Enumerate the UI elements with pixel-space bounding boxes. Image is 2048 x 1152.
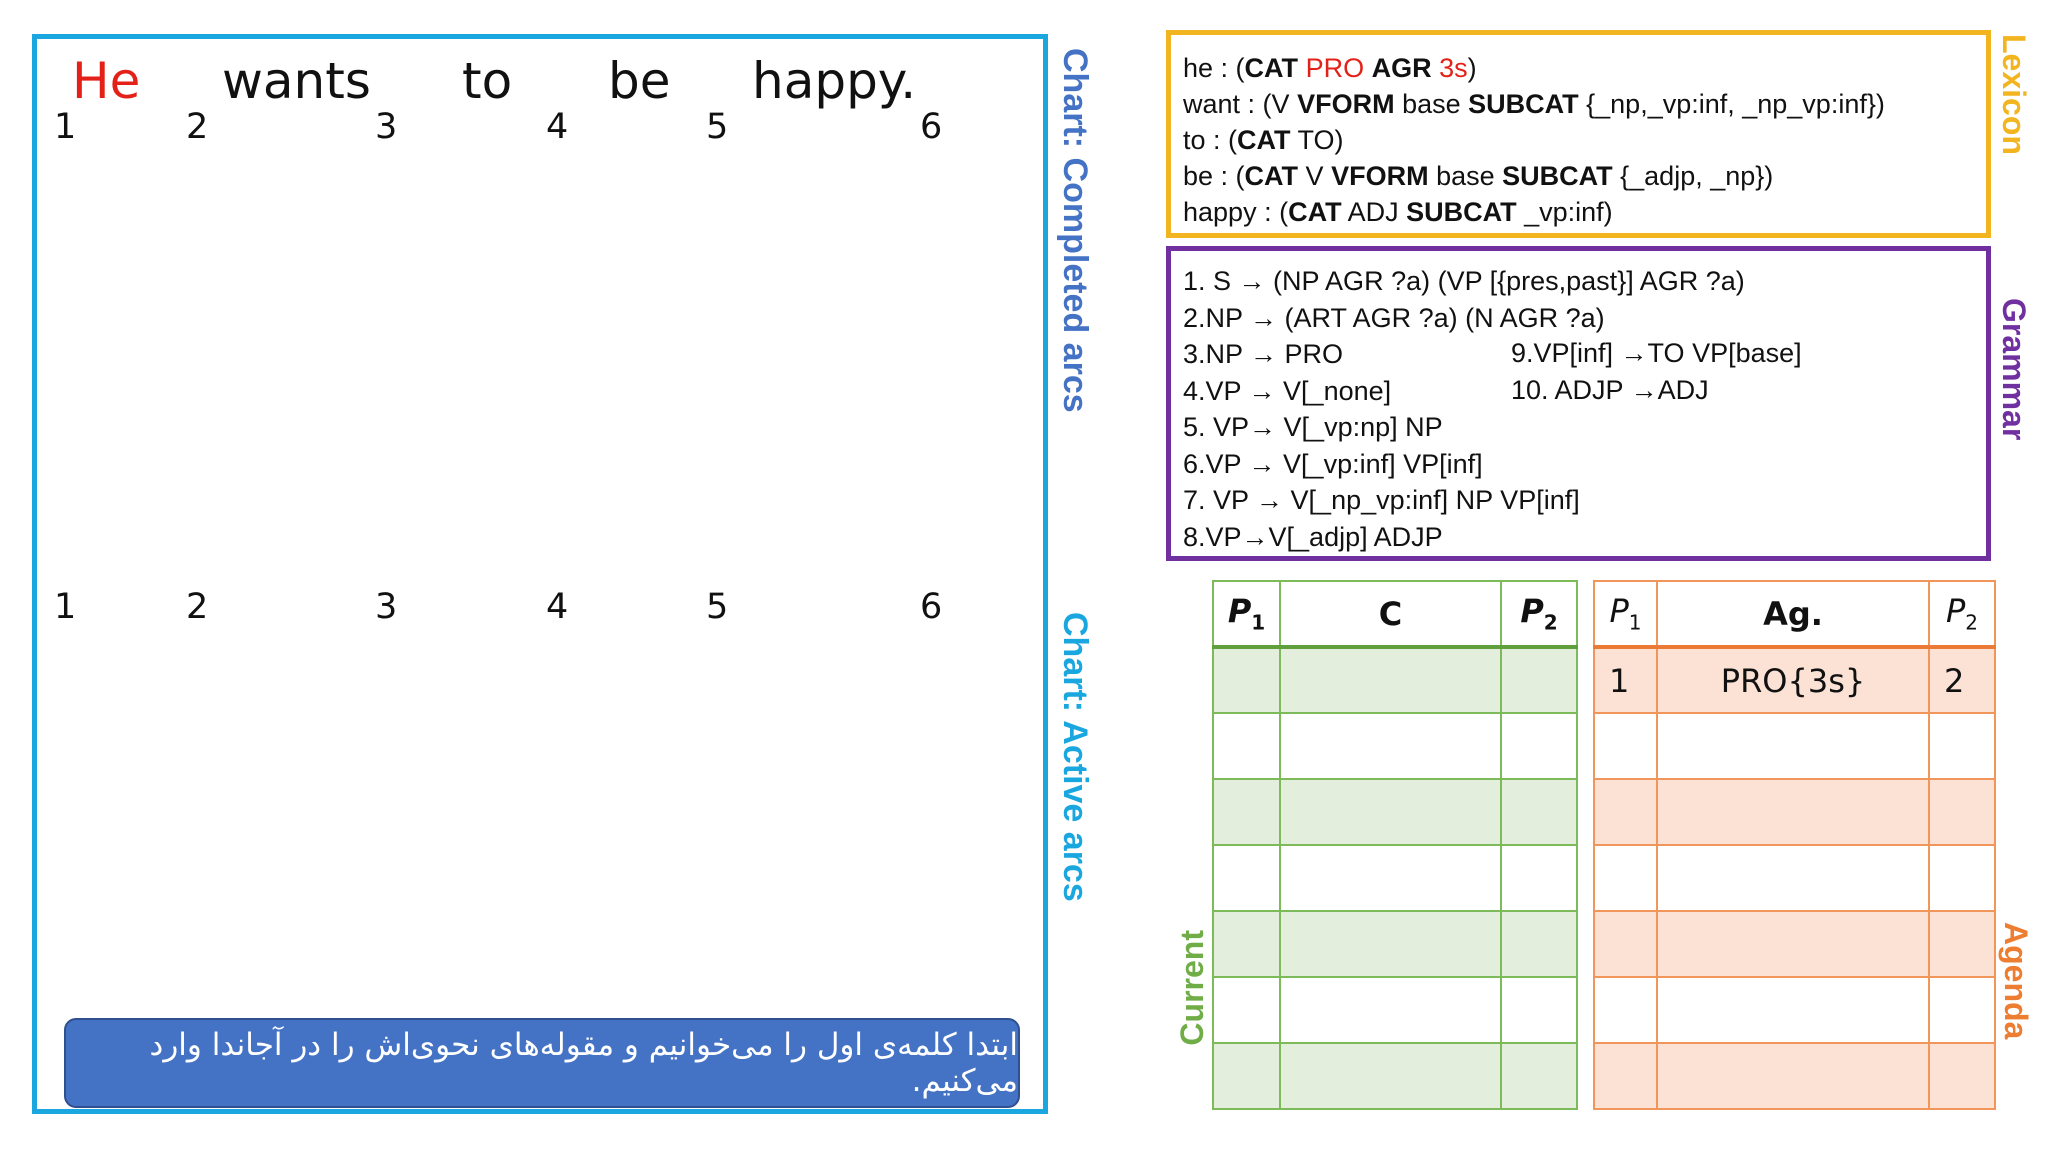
table-row	[1213, 779, 1577, 845]
agenda-cell-p1: 1	[1594, 647, 1657, 713]
position-mid-6: 6	[920, 587, 943, 627]
agenda-header-p1: $P_1$	[1594, 581, 1657, 647]
table-row	[1213, 911, 1577, 977]
grammar-rule-2: 2.NP → (ART AGR ?a) (N AGR ?a)	[1183, 302, 1605, 333]
table-row	[1594, 977, 1995, 1043]
completed-arcs-label: Chart: Completed arcs	[1056, 48, 1094, 413]
grammar-box	[1166, 246, 1991, 561]
position-top-1: 1	[54, 107, 77, 147]
agenda-cell-ag: PRO{3s}	[1657, 647, 1929, 713]
table-row	[1594, 713, 1995, 779]
position-top-4: 4	[546, 107, 569, 147]
agenda-header-ag: Ag.	[1657, 581, 1929, 647]
lexicon-entry-be: be : (CAT V VFORM base SUBCAT {_adjp, _np})	[1183, 161, 1774, 191]
grammar-rule-7: 7. VP → V[_np_vp:inf] NP VP[inf]	[1183, 485, 1580, 515]
explanation-banner: ابتدا کلمه‌ی اول را می‌خوانیم و مقوله‌های نحوی‌اش را در آجاندا وارد می‌کنیم.	[64, 1018, 1020, 1108]
table-row	[1213, 647, 1577, 713]
word-to: to	[462, 52, 513, 110]
lexicon-entry-want: want : (V VFORM base SUBCAT {_np,_vp:inf, _np_vp:inf})	[1183, 89, 1885, 119]
lexicon-box	[1166, 30, 1991, 238]
current-header-c: C	[1280, 581, 1501, 647]
agenda-table	[1593, 580, 1996, 1110]
position-top-5: 5	[706, 107, 729, 147]
table-row	[1594, 911, 1995, 977]
position-mid-3: 3	[375, 587, 398, 627]
word-happy: happy.	[752, 52, 917, 110]
position-top-3: 3	[375, 107, 398, 147]
grammar-rule-5: 5. VP→ V[_vp:np] NP	[1183, 412, 1443, 442]
table-row	[1213, 1043, 1577, 1109]
position-mid-4: 4	[546, 587, 569, 627]
current-table	[1212, 580, 1578, 1110]
lexicon-label: Lexicon	[1996, 34, 2032, 155]
table-row	[1213, 845, 1577, 911]
grammar-label: Grammar	[1996, 298, 2032, 441]
table-row	[1594, 845, 1995, 911]
position-mid-1: 1	[54, 587, 77, 627]
agenda-cell-p2: 2	[1929, 647, 1995, 713]
position-top-2: 2	[186, 107, 209, 147]
current-label: Current	[1174, 930, 1210, 1046]
agenda-label: Agenda	[1998, 922, 2034, 1040]
grammar-rule-10: 10. ADJP →ADJ	[1511, 375, 1709, 405]
table-row	[1594, 1043, 1995, 1109]
lexicon-entry-he: he : (CAT PRO AGR 3s)	[1183, 53, 1477, 83]
lexicon-entry-happy: happy : (CAT ADJ SUBCAT _vp:inf)	[1183, 197, 1613, 227]
agenda-header-p2: $P_2$	[1929, 581, 1995, 647]
table-row	[1213, 977, 1577, 1043]
grammar-rule-3: 3.NP → PRO	[1183, 339, 1344, 369]
position-mid-5: 5	[706, 587, 729, 627]
grammar-rule-9: 9.VP[inf] →TO VP[base]	[1511, 338, 1802, 368]
position-mid-2: 2	[186, 587, 209, 627]
word-wants: wants	[222, 52, 371, 110]
chart-panel	[32, 34, 1048, 1114]
table-row	[1213, 713, 1577, 779]
current-header-p1: $P_1$	[1213, 581, 1280, 647]
lexicon-entry-to: to : (CAT TO)	[1183, 125, 1344, 155]
grammar-rule-6: 6.VP → V[_vp:inf] VP[inf]	[1183, 448, 1483, 479]
current-header-p2: $P_2$	[1501, 581, 1577, 647]
grammar-rule-4: 4.VP → V[_none]	[1183, 375, 1392, 406]
table-row	[1594, 647, 1995, 713]
active-arcs-label: Chart: Active arcs	[1056, 612, 1094, 902]
position-top-6: 6	[920, 107, 943, 147]
word-be: be	[608, 52, 671, 110]
grammar-rule-1: 1. S → (NP AGR ?a) (VP [{pres,past}] AGR ?a)	[1183, 266, 1745, 296]
table-row	[1594, 779, 1995, 845]
grammar-rule-8: 8.VP→V[_adjp] ADJP	[1183, 521, 1443, 552]
word-he: He	[72, 52, 141, 110]
